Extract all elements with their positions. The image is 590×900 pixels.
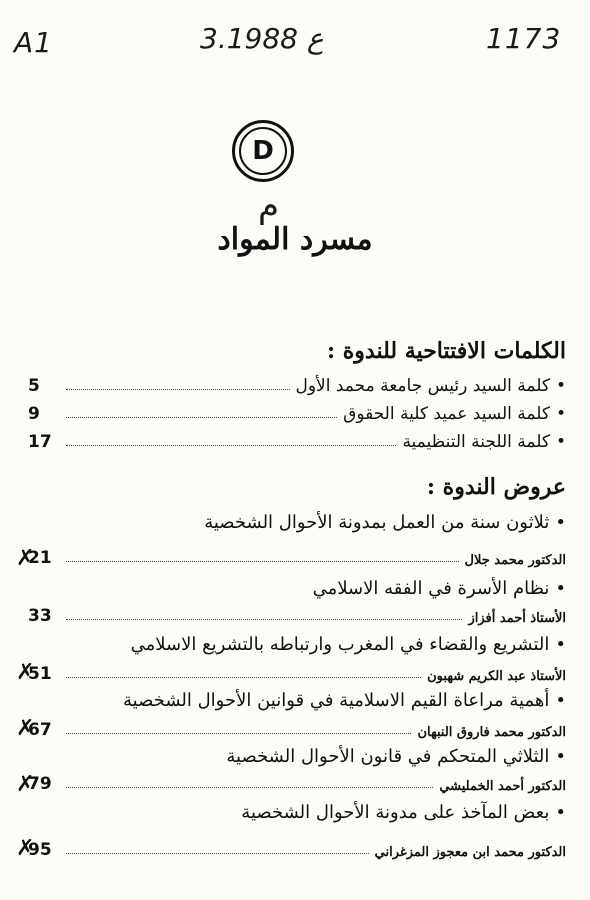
dot-leader (66, 389, 290, 390)
toc-page-number: 21 (28, 548, 52, 568)
handwritten-date: 3.ع 1988 (200, 22, 324, 55)
talk-author-row (28, 542, 566, 568)
talks-heading: عروض الندوة : (426, 474, 566, 500)
cross-mark: ✗ (16, 772, 35, 797)
toc-page-number: 95 (28, 840, 52, 860)
talk-author: الأستاذ أحمد أفزاز (468, 611, 566, 626)
talk-title: •الثلاثي المتحكم في قانون الأحوال الشخصية (226, 746, 566, 767)
dot-leader (66, 853, 369, 854)
opening-heading: الكلمات الافتتاحية للندوة : (327, 338, 566, 364)
talk-title: •بعض المآخذ على مدونة الأحوال الشخصية (241, 802, 566, 823)
logo-letter: D (239, 127, 287, 175)
cross-mark: ✗ (16, 836, 35, 861)
toc-item-text: كلمة اللجنة التنظيمية (402, 432, 550, 452)
talk-author-row (28, 714, 566, 740)
talk-title: •أهمية مراعاة القيم الاسلامية في قوانين الأحوال الشخصية (123, 690, 566, 711)
cross-mark: ✗ (16, 716, 35, 741)
talk-author-row (28, 600, 566, 626)
toc-page-number: 67 (28, 720, 52, 740)
talk-author: الدكتور محمد ابن معجوز المزغراني (374, 845, 566, 860)
handwritten-mark: م (258, 186, 280, 226)
dot-leader (66, 561, 459, 562)
talk-author-row (28, 834, 566, 860)
toc-item-text: كلمة السيد رئيس جامعة محمد الأول (295, 376, 550, 396)
talk-author: الدكتور محمد جلال (464, 553, 566, 568)
talk-title: •التشريع والقضاء في المغرب وارتباطه بالتشريع الاسلامي (130, 634, 566, 655)
dot-leader (66, 417, 337, 418)
talk-author-row (28, 768, 566, 794)
cross-mark: ✗ (16, 660, 35, 685)
toc-page-number: 79 (28, 774, 52, 794)
cross-mark: ✗ (16, 546, 35, 571)
toc-row: •كلمة اللجنة التنظيمية 17 (28, 432, 566, 452)
toc-page-number: 5 (28, 376, 40, 396)
toc-item-text: كلمة السيد عميد كلية الحقوق (343, 404, 550, 424)
dot-leader (66, 445, 396, 446)
talk-author: الدكتور محمد فاروق النبهان (417, 725, 566, 740)
talk-author-row (28, 658, 566, 684)
toc-page-number: 51 (28, 664, 52, 684)
toc-row: •كلمة السيد عميد كلية الحقوق 9 (28, 404, 566, 424)
dot-leader (66, 677, 421, 678)
toc-page-number: 9 (28, 404, 40, 424)
handwritten-code: A1 (14, 26, 53, 59)
toc-row: •كلمة السيد رئيس جامعة محمد الأول 5 (28, 376, 566, 396)
logo-seal (232, 120, 294, 182)
talk-title: •نظام الأسرة في الفقه الاسلامي (312, 578, 566, 599)
talk-author: الأستاذ عبد الكريم شهبون (427, 669, 566, 684)
dot-leader (66, 733, 411, 734)
toc-page-number: 33 (28, 606, 52, 626)
handwritten-number: 1173 (486, 22, 562, 55)
toc-page-number: 17 (28, 432, 52, 452)
talk-title: •ثلاثون سنة من العمل بمدونة الأحوال الشخصية (204, 512, 566, 533)
dot-leader (66, 619, 462, 620)
dot-leader (66, 787, 433, 788)
page-title: مسرد المواد (217, 222, 373, 257)
talk-author: الدكتور أحمد الخمليشي (439, 779, 566, 794)
